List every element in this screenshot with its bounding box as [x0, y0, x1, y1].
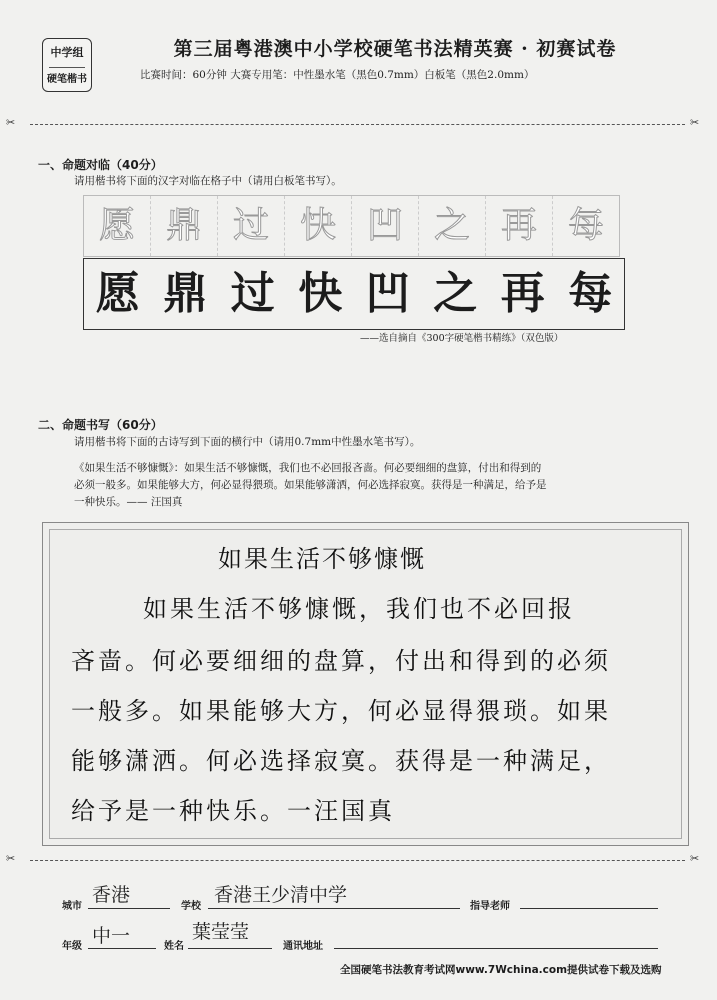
section2-heading: 二、命题书写（60分）: [38, 418, 163, 432]
grade-value[interactable]: 中一: [92, 925, 131, 947]
ghost-char: 快: [285, 196, 352, 256]
poem-text: [74, 460, 664, 511]
name-underline: [188, 948, 272, 949]
badge-category-label: 硬笔楷书: [47, 74, 87, 85]
badge-group-label: 中学组: [50, 46, 84, 59]
address-underline: [334, 948, 658, 949]
ghost-char: 鼎: [151, 196, 218, 256]
model-char: 愿: [95, 268, 140, 319]
handwritten-line: 一般多。如果能够大方，何必显得猥琐。如果: [71, 697, 611, 725]
ghost-char: 凹: [352, 196, 419, 256]
handwritten-line: 吝啬。何必要细细的盘算，付出和得到的必须: [71, 647, 611, 675]
school-value[interactable]: 香港王少清中学: [214, 884, 348, 906]
badge-divider: [49, 67, 85, 68]
answer-area: [42, 522, 689, 846]
address-label: 通讯地址: [283, 941, 323, 952]
grade-label: 年级: [62, 941, 82, 952]
city-value[interactable]: 香港: [92, 884, 131, 906]
model-char: 快: [298, 268, 343, 319]
scissors-icon: ✂: [6, 852, 16, 865]
group-badge: [42, 38, 92, 92]
section1-heading: 一、命题对临（40分）: [38, 158, 163, 172]
teacher-label: 指导老师: [470, 901, 510, 912]
model-char: 再: [500, 268, 545, 319]
school-underline: [208, 908, 460, 909]
ghost-char: 愿: [84, 196, 151, 256]
poem-line: 必须一般多。如果能够大方，何必显得猥琐。如果能够潇洒，何必选择寂寞。获得是一种满足，给予是: [74, 479, 547, 491]
scissors-icon: ✂: [690, 852, 700, 865]
source-citation: ——选自摘自《300字硬笔楷书精练》（双色版）: [360, 333, 564, 344]
page-subtitle: 比赛时间：60分钟 大赛专用笔：中性墨水笔（黑色0.7mm）白板笔（黑色2.0mm）: [140, 69, 535, 81]
city-label: 城市: [62, 901, 82, 912]
scissors-icon: ✂: [690, 116, 700, 129]
name-label: 姓名: [164, 941, 184, 952]
model-char: 鼎: [163, 268, 208, 319]
handwritten-title: 如果生活不够慷慨: [218, 545, 426, 573]
model-char: 凹: [365, 268, 410, 319]
footer-text: 全国硬笔书法教育考试网www.7Wchina.com提供试卷下载及选购: [340, 964, 662, 976]
section2-instruction: 请用楷书将下面的古诗写到下面的横行中（请用0.7mm中性墨水笔书写）。: [74, 436, 421, 448]
model-char: 每: [568, 268, 613, 319]
tracing-grid: [83, 195, 620, 257]
cut-line-top: [30, 124, 685, 125]
model-char: 过: [230, 268, 275, 319]
handwritten-line: 能够潇洒。何必选择寂寞。获得是一种满足，: [71, 747, 611, 775]
cut-line-bottom: [30, 860, 685, 861]
model-characters: [83, 258, 625, 330]
model-char: 之: [433, 268, 478, 319]
ghost-char: 过: [218, 196, 285, 256]
poem-line: 一种快乐。—— 汪国真: [74, 496, 183, 508]
ghost-char: 再: [486, 196, 553, 256]
city-underline: [88, 908, 170, 909]
ghost-char: 每: [567, 205, 604, 246]
teacher-underline: [520, 908, 658, 909]
poem-line: 《如果生活不够慷慨》：如果生活不够慷慨，我们也不必回报吝啬。何必要细细的盘算，付出和得到的: [74, 462, 542, 474]
scissors-icon: ✂: [6, 116, 16, 129]
section1-instruction: 请用楷书将下面的汉字对临在格子中（请用白板笔书写）。: [74, 175, 342, 187]
page-title: 第三届粤港澳中小学校硬笔书法精英赛 · 初赛试卷: [173, 38, 617, 60]
handwritten-line: 给予是一种快乐。一汪国真: [71, 797, 395, 825]
name-value[interactable]: 葉莹莹: [192, 921, 250, 943]
grade-underline: [88, 948, 156, 949]
handwritten-line: 如果生活不够慷慨，我们也不必回报: [143, 595, 575, 623]
school-label: 学校: [181, 901, 201, 912]
ghost-char: 之: [419, 196, 486, 256]
